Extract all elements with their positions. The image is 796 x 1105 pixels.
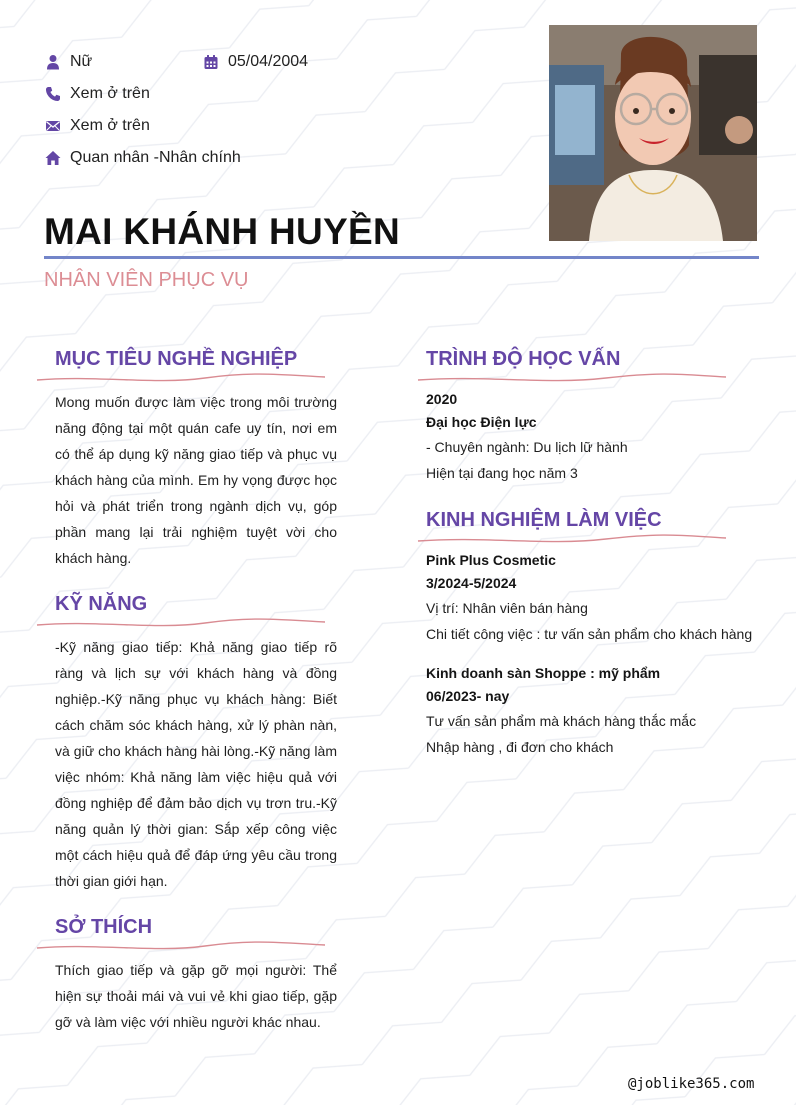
phone-row bbox=[44, 82, 150, 106]
experience-detail: Nhập hàng , đi đơn cho khách bbox=[426, 739, 614, 755]
hobbies-heading: SỞ THÍCH bbox=[55, 916, 153, 938]
experience-detail: Tư vấn sản phẩm mà khách hàng thắc mắc bbox=[426, 713, 697, 729]
gender-row bbox=[44, 50, 92, 74]
education-major: - Chuyên ngành: Du lịch lữ hành bbox=[426, 439, 628, 455]
footer-watermark: @joblike365.com bbox=[628, 1076, 755, 1092]
experience-heading-underline bbox=[416, 534, 728, 546]
email-row bbox=[44, 114, 150, 138]
skills-heading: KỸ NĂNG bbox=[55, 593, 148, 615]
skills-text: -Kỹ năng giao tiếp: Khả năng giao tiếp rõ ràng và lịch sự với khách hàng và đồng nghiệp.-Kỹ năng phục vụ khách hàng: Biết cách chăm sóc khách hàng, xử lý phàn nàn, và giữ cho khách hàng hài lòng.-Kỹ năng làm việc nhóm: Khả năng làm việc hiệu quả với đồng nghiệp để đảm bảo dịch vụ trơn tru.-Kỹ năng quản lý thời gian: Sắp xếp công việc một cách hiệu quả để đáp ứng yêu cầu trong thời gian giới hạn. bbox=[55, 639, 337, 889]
experience-period: 06/2023- nay bbox=[426, 688, 510, 704]
objective-text: Mong muốn được làm việc trong môi trường năng động tại một quán cafe uy tín, nơi em có thể áp dụng kỹ năng giao tiếp và phục vụ khách hàng của mình. Em hy vọng được học hỏi và phát triển trong ngành dịch vụ, góp phần mang lại trải nghiệm tuyệt vời cho khách hàng. bbox=[55, 394, 337, 566]
calendar-icon bbox=[202, 54, 219, 71]
education-heading: TRÌNH ĐỘ HỌC VẤN bbox=[426, 348, 621, 370]
experience-heading: KINH NGHIỆM LÀM VIỆC bbox=[426, 509, 662, 531]
education-heading-underline bbox=[416, 373, 728, 385]
envelope-icon bbox=[44, 118, 61, 135]
education-school: Đại học Điện lực bbox=[426, 414, 537, 430]
birthdate-row bbox=[202, 50, 308, 74]
experience-company: Pink Plus Cosmetic bbox=[426, 552, 556, 568]
home-icon bbox=[44, 150, 61, 167]
candidate-title: NHÂN VIÊN PHỤC VỤ bbox=[44, 269, 249, 291]
objective-heading: MỤC TIÊU NGHỀ NGHIỆP bbox=[55, 348, 298, 370]
phone-text: Xem ở trên bbox=[70, 85, 150, 102]
experience-period: 3/2024-5/2024 bbox=[426, 575, 517, 591]
address-row bbox=[44, 146, 241, 170]
skills-heading-underline bbox=[35, 618, 327, 630]
birthdate-text: 05/04/2004 bbox=[228, 53, 309, 70]
hobbies-text: Thích giao tiếp và gặp gỡ mọi người: Thể hiện sự thoải mái và vui vẻ khi giao tiếp, gặp gỡ và làm việc với nhiều người khác nhau. bbox=[55, 962, 337, 1030]
email-text: Xem ở trên bbox=[70, 117, 150, 134]
experience-detail: Chi tiết công việc : tư vấn sản phẩm cho khách hàng bbox=[426, 626, 753, 642]
candidate-name: MAI KHÁNH HUYỀN bbox=[44, 211, 400, 252]
address-text: Quan nhân -Nhân chính bbox=[70, 149, 241, 166]
experience-item bbox=[426, 662, 771, 760]
person-icon bbox=[44, 54, 61, 71]
experience-company: Kinh doanh sàn Shoppe : mỹ phẩm bbox=[426, 665, 661, 681]
experience-detail: Vị trí: Nhân viên bán hàng bbox=[426, 600, 588, 616]
experience-item bbox=[426, 549, 771, 647]
gender-text: Nữ bbox=[70, 53, 93, 70]
phone-icon bbox=[44, 86, 61, 103]
education-status: Hiện tại đang học năm 3 bbox=[426, 465, 578, 481]
hobbies-heading-underline bbox=[35, 941, 327, 953]
objective-heading-underline bbox=[35, 373, 327, 385]
education-block bbox=[426, 388, 771, 486]
name-divider bbox=[44, 256, 759, 259]
profile-photo bbox=[549, 25, 757, 241]
education-year: 2020 bbox=[426, 391, 458, 407]
